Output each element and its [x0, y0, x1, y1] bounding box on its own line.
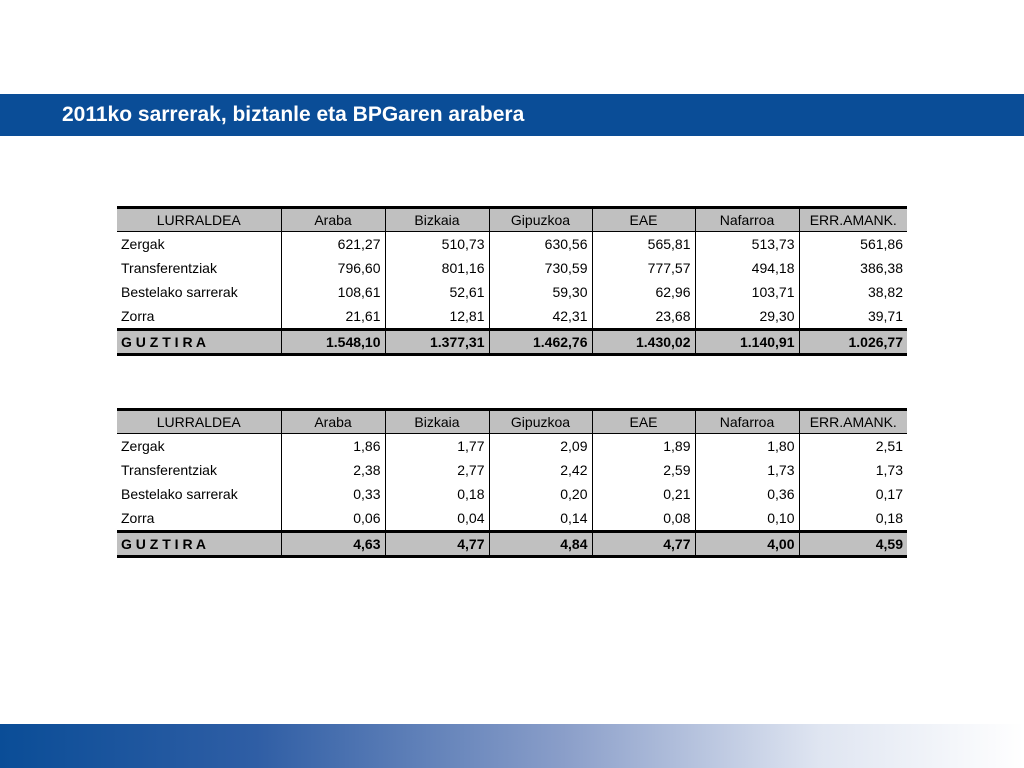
table-cell: 386,38 — [799, 256, 907, 280]
row-label: Zergak — [121, 236, 165, 252]
table-cell: 103,71 — [695, 280, 799, 304]
table-cell: 29,30 — [695, 304, 799, 330]
table-row — [117, 482, 907, 506]
total-label: G U Z T I R A — [117, 532, 281, 557]
table-cell: 630,56 — [489, 232, 592, 257]
column-header: LURRALDEA — [117, 410, 281, 434]
table-cell: 39,71 — [799, 304, 907, 330]
table-cell: 1,86 — [281, 434, 385, 459]
table-cell: 2,42 — [489, 458, 592, 482]
table-cell: 0,10 — [695, 506, 799, 532]
column-header: Gipuzkoa — [489, 410, 592, 434]
table-cell: 0,04 — [385, 506, 489, 532]
table-cell: 796,60 — [281, 256, 385, 280]
total-cell: 1.377,31 — [385, 330, 489, 355]
table-row — [117, 434, 907, 459]
table-cell: 1,89 — [592, 434, 695, 459]
total-row — [117, 532, 907, 557]
table-cell: 561,86 — [799, 232, 907, 257]
total-cell: 4,00 — [695, 532, 799, 557]
table-cell: 0,36 — [695, 482, 799, 506]
total-cell: 1.026,77 — [799, 330, 907, 355]
table-row — [117, 304, 907, 330]
table-cell: 0,18 — [385, 482, 489, 506]
table-cell: 777,57 — [592, 256, 695, 280]
table-header-row — [117, 208, 907, 232]
table-cell: 0,17 — [799, 482, 907, 506]
table-cell: 0,20 — [489, 482, 592, 506]
row-label: Transferentziak — [121, 260, 217, 276]
total-cell: 1.462,76 — [489, 330, 592, 355]
slide-title: 2011ko sarrerak, biztanle eta BPGaren arabera — [62, 103, 525, 126]
table-cell: 510,73 — [385, 232, 489, 257]
table-cell: 2,38 — [281, 458, 385, 482]
income-gdp-ratio-table — [117, 408, 907, 558]
table-cell: 2,51 — [799, 434, 907, 459]
table-cell: 0,21 — [592, 482, 695, 506]
table-cell: 1,73 — [695, 458, 799, 482]
table-cell: 513,73 — [695, 232, 799, 257]
table-cell: 0,08 — [592, 506, 695, 532]
total-label: G U Z T I R A — [117, 330, 281, 355]
column-header: Gipuzkoa — [489, 208, 592, 232]
table-row — [117, 458, 907, 482]
table-cell: 1,73 — [799, 458, 907, 482]
table-cell: 0,14 — [489, 506, 592, 532]
column-header: LURRALDEA — [117, 208, 281, 232]
column-header: ERR.AMANK. — [799, 410, 907, 434]
row-label: Zorra — [121, 510, 155, 526]
row-label: Bestelako sarrerak — [121, 284, 238, 300]
row-label: Zergak — [121, 438, 165, 454]
table-row — [117, 506, 907, 532]
table-cell: 0,18 — [799, 506, 907, 532]
column-header: ERR.AMANK. — [799, 208, 907, 232]
table-header-row — [117, 410, 907, 434]
row-label: Zorra — [121, 308, 155, 324]
column-header: EAE — [592, 208, 695, 232]
total-cell: 1.140,91 — [695, 330, 799, 355]
table-cell: 0,33 — [281, 482, 385, 506]
total-cell: 4,77 — [592, 532, 695, 557]
table-row — [117, 256, 907, 280]
table-cell: 62,96 — [592, 280, 695, 304]
column-header: Araba — [281, 410, 385, 434]
total-cell: 1.548,10 — [281, 330, 385, 355]
column-header: Araba — [281, 208, 385, 232]
table-cell: 1,80 — [695, 434, 799, 459]
table-cell: 494,18 — [695, 256, 799, 280]
table-cell: 2,77 — [385, 458, 489, 482]
row-label: Transferentziak — [121, 462, 217, 478]
total-row — [117, 330, 907, 355]
table-cell: 59,30 — [489, 280, 592, 304]
column-header: Bizkaia — [385, 410, 489, 434]
table-cell: 23,68 — [592, 304, 695, 330]
table-cell: 621,27 — [281, 232, 385, 257]
table-row — [117, 280, 907, 304]
table-cell: 2,09 — [489, 434, 592, 459]
table-cell: 38,82 — [799, 280, 907, 304]
table-cell: 52,61 — [385, 280, 489, 304]
table-cell: 801,16 — [385, 256, 489, 280]
total-cell: 4,63 — [281, 532, 385, 557]
income-per-capita-table — [117, 206, 907, 356]
table-cell: 21,61 — [281, 304, 385, 330]
table-row — [117, 232, 907, 257]
column-header: Nafarroa — [695, 410, 799, 434]
total-cell: 1.430,02 — [592, 330, 695, 355]
column-header: Nafarroa — [695, 208, 799, 232]
table-cell: 12,81 — [385, 304, 489, 330]
row-label: Bestelako sarrerak — [121, 486, 238, 502]
column-header: EAE — [592, 410, 695, 434]
total-cell: 4,59 — [799, 532, 907, 557]
table-cell: 730,59 — [489, 256, 592, 280]
table-cell: 42,31 — [489, 304, 592, 330]
table-cell: 2,59 — [592, 458, 695, 482]
total-cell: 4,84 — [489, 532, 592, 557]
title-bar — [0, 94, 1024, 136]
footer-gradient-bar — [0, 724, 1024, 768]
table-cell: 1,77 — [385, 434, 489, 459]
total-cell: 4,77 — [385, 532, 489, 557]
table-cell: 565,81 — [592, 232, 695, 257]
table-cell: 108,61 — [281, 280, 385, 304]
column-header: Bizkaia — [385, 208, 489, 232]
table-cell: 0,06 — [281, 506, 385, 532]
